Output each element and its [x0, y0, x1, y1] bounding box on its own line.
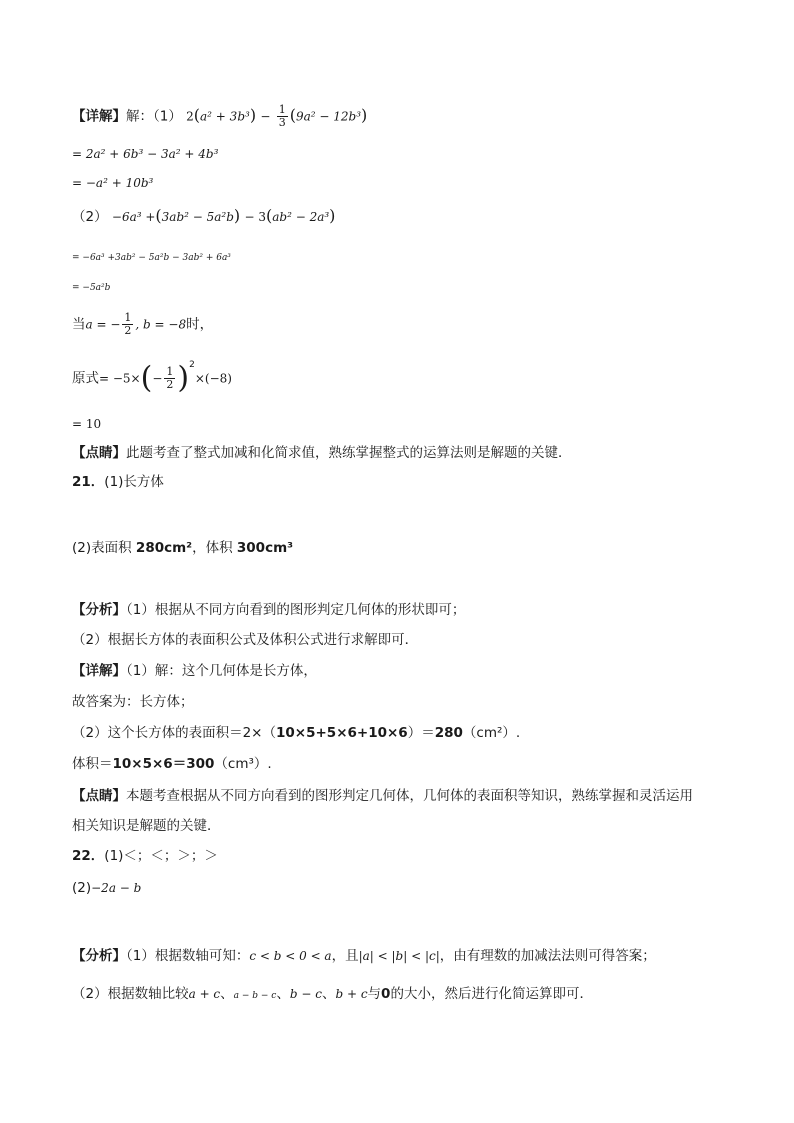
sec21-detail3: （2）这个长方体的表面积＝2×（10×5+5×6+10×6）＝280（cm²）.	[72, 725, 521, 741]
sec20-p1-minus: −	[260, 109, 271, 124]
sec20-comment	[72, 443, 572, 463]
sec22-ans2-expr: −2a − b	[91, 881, 142, 895]
sec20-p1-inner2: 9a² − 12b³	[295, 109, 362, 124]
sec21-number: 21．	[72, 474, 105, 490]
sec20-p1-coef: 2	[186, 109, 194, 124]
sec22-ans2-prefix: (2)	[72, 880, 92, 896]
sec20-p1-fraction: $\frac{1}{3}$	[278, 103, 286, 129]
sec20-orig-line: 原式= −5×(− $\frac{1}{2}$ )$^2$×(−8)	[72, 360, 232, 396]
sec20-p2-label: （2）	[72, 209, 108, 225]
sec20-detail-line: 【详解】解：（1） 2(a² + 3b³) − $\frac{1}{3}$ (9a² − 12b³)	[72, 103, 368, 129]
sec20-orig-inner: −	[152, 371, 163, 386]
sec20-comment-tag: 【点睛】	[72, 445, 126, 461]
sec21-detail-tag: 【详解】	[72, 663, 126, 679]
sec21-detail1	[72, 661, 317, 681]
sec20-p2-line: （2） −6a³ +(3ab² − 5a²b) − 3(ab² − 2a³)	[72, 206, 336, 225]
sec20-comment-text: 此题考查了整式加减和化简求值，熟练掌握整式的运算法则是解题的关键．	[126, 445, 572, 461]
sec20-when-b: , b = −8	[135, 317, 187, 332]
sec20-p2-expr-a: −6a³ +	[111, 210, 156, 224]
sec21-ans1: (1)长方体	[104, 474, 164, 490]
sec21-ans2-prefix: (2)表面积	[72, 540, 136, 556]
sec22-ans1: (1)＜；＜；＞；＞	[104, 848, 218, 864]
sec20-when-suffix: 时，	[186, 316, 214, 333]
sec20-p2-inner2: ab² − 2a³	[272, 210, 330, 224]
sec20-p2-step2: = −5a²b	[72, 283, 111, 293]
sec21-ans2-area: 280cm²	[135, 540, 193, 556]
sec22-ineq: c < b < 0 < a	[249, 949, 332, 963]
sec20-p1-inner1: a² + 3b³	[200, 109, 250, 124]
sec22-answer2	[72, 878, 141, 898]
sec22-analysis1: 【分析】（1）根据数轴可知：c < b < 0 < a，且|a| < |b| < |c|，由有理数的加减法法则可得答案；	[72, 948, 656, 964]
sec20-detail-intro: 解：（1）	[126, 108, 182, 125]
sec21-detail1-text: （1）解：这个几何体是长方体，	[126, 663, 317, 679]
sec20-when-fraction: $\frac{1}{2}$	[124, 311, 132, 337]
sec21-comment-tag: 【点睛】	[72, 788, 126, 804]
sec20-p1-step2: = −a² + 10b³	[72, 176, 154, 190]
sec20-orig-expr2: ×(−8)	[194, 371, 232, 386]
sec20-when-a: a = −	[85, 317, 121, 332]
sec20-orig-expr1: = −5×	[99, 371, 141, 386]
sec20-orig-exp: 2	[189, 360, 195, 370]
sec20-orig-label: 原式	[72, 370, 99, 387]
sec20-orig-fraction: $\frac{1}{2}$	[166, 365, 174, 391]
sec21-comment1-text: 本题考查根据从不同方向看到的图形判定几何体，几何体的表面积等知识，熟练掌握和灵活运用	[126, 788, 693, 804]
sec21-analysis1	[72, 600, 465, 620]
sec20-detail-tag: 【详解】	[72, 108, 126, 125]
sec21-ans2-vol: 300cm³	[236, 540, 294, 556]
sec20-p2-step1: = −6a³ +3ab² − 5a²b − 3ab² + 6a³	[72, 253, 231, 263]
sec20-result: = 10	[72, 417, 102, 431]
sec22-analysis2: （2）根据数轴比较a + c、a − b − c、b − c、b + c与0的大小，然后进行化简运算即可．	[72, 986, 593, 1002]
sec21-ans2-mid: ，体积	[192, 540, 237, 556]
sec21-comment1	[72, 786, 693, 806]
sec22-abs-ineq: |a| < |b| < |c|	[358, 949, 440, 963]
sec21-detail2: 故答案为：长方体；	[72, 694, 194, 710]
sec21-comment2: 相关知识是解题的关键．	[72, 818, 221, 834]
sec20-p2-mid: − 3	[244, 210, 266, 224]
sec22-analysis-tag: 【分析】	[72, 948, 126, 964]
sec20-when-prefix: 当	[72, 316, 86, 333]
sec20-p2-inner1: 3ab² − 5a²b	[161, 210, 234, 224]
sec20-p1-step1: = 2a² + 6b³ − 3a² + 4b³	[72, 147, 219, 161]
sec21-detail4: 体积＝10×5×6＝300（cm³）.	[72, 756, 272, 772]
sec22-answer1	[72, 846, 218, 866]
sec21-answer2	[72, 538, 293, 558]
sec21-analysis2: （2）根据长方体的表面积公式及体积公式进行求解即可．	[72, 632, 419, 648]
sec21-answer1	[72, 472, 164, 492]
sec20-when-line	[72, 312, 213, 337]
sec21-analysis1-text: （1）根据从不同方向看到的图形判定几何体的形状即可；	[126, 602, 466, 618]
sec22-number: 22．	[72, 848, 105, 864]
sec21-analysis-tag: 【分析】	[72, 602, 126, 618]
